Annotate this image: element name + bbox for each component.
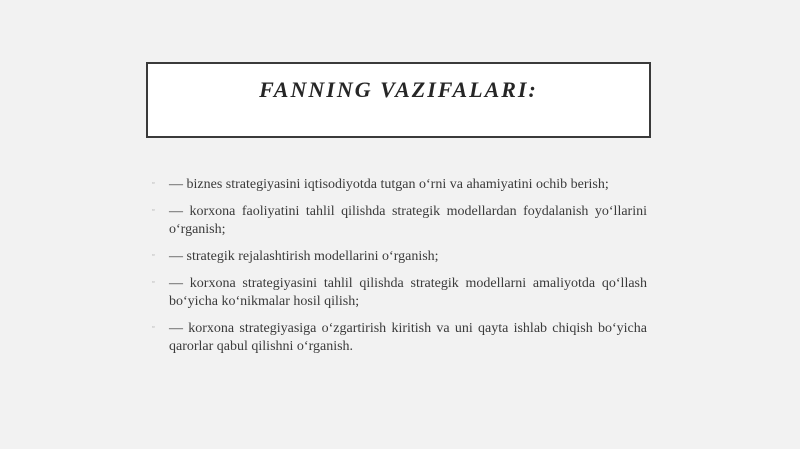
list-item bbox=[152, 203, 647, 239]
title-box bbox=[146, 62, 651, 138]
list-item-text: — korxona faoliyatini tahlil qilishda strategik modellardan foydalanish yo‘llarini o‘rganish; bbox=[169, 204, 647, 237]
list-item bbox=[152, 275, 647, 311]
slide-title: FANNING VAZIFALARI: bbox=[259, 77, 538, 102]
bullet-icon: ▫ bbox=[152, 251, 155, 259]
list-item-text: — korxona strategiyasini tahlil qilishda strategik modellarni amaliyotda qo‘llash bo‘yicha ko‘nikmalar hosil qilish; bbox=[169, 276, 647, 309]
bullet-icon: ▫ bbox=[152, 206, 155, 214]
list-item-text: — korxona strategiyasiga o‘zgartirish kiritish va uni qayta ishlab chiqish bo‘yicha qarorlar qabul qilishni o‘rganish. bbox=[169, 321, 647, 354]
bullet-icon: ▫ bbox=[152, 179, 155, 187]
list-item-text: — biznes strategiyasini iqtisodiyotda tutgan o‘rni va ahamiyatini ochib berish; bbox=[169, 177, 609, 192]
list-item bbox=[152, 248, 647, 266]
bullet-icon: ▫ bbox=[152, 278, 155, 286]
list-item bbox=[152, 320, 647, 356]
list-item-text: — strategik rejalashtirish modellarini o‘rganish; bbox=[169, 249, 439, 264]
bullet-icon: ▫ bbox=[152, 323, 155, 331]
task-list bbox=[152, 176, 647, 365]
list-item bbox=[152, 176, 647, 194]
